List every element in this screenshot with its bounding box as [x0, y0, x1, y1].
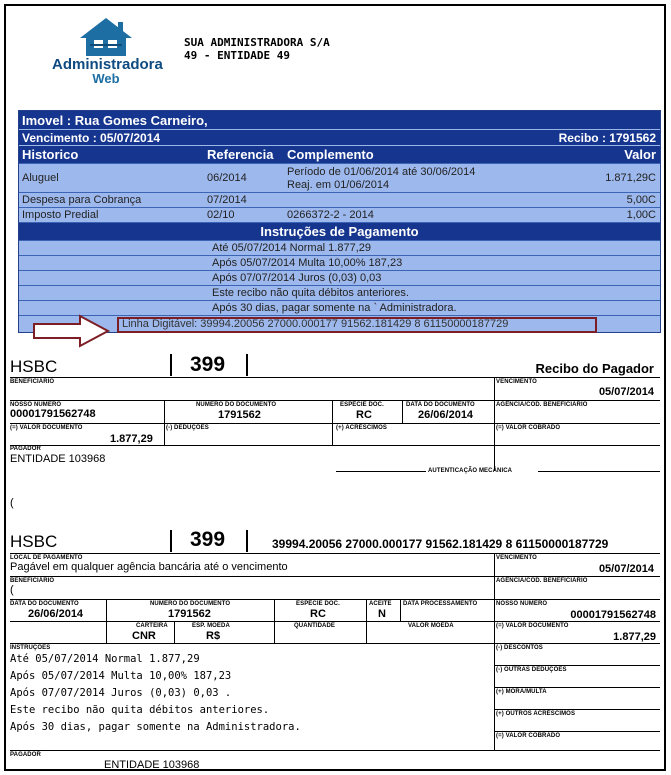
instrucao-line: Após 30 dias, pagar somente na ` Administradora. — [19, 300, 660, 315]
instrucoes-label: INSTRUÇÕES — [10, 645, 51, 651]
divider — [174, 621, 175, 643]
table-row — [19, 163, 660, 192]
logo-line2: Web — [92, 71, 120, 86]
especie-doc-label: ESPÉCIE DOC. — [296, 601, 340, 607]
recibo-title: Recibo do Pagador — [535, 361, 654, 376]
imovel-row — [19, 111, 660, 130]
vencimento-label: Vencimento : 05/07/2014 — [22, 131, 161, 145]
divider — [10, 621, 660, 622]
valor-cobrado-label: (=) VALOR COBRADO — [496, 733, 561, 739]
vencimento-label: VENCIMENTO — [496, 379, 537, 385]
item-valor: 5,00C — [626, 194, 656, 206]
item-valor: 1,00C — [626, 209, 656, 221]
divider — [402, 400, 403, 423]
agencia-label: AGÊNCIA/CÓD. BENEFICIÁRIO — [496, 402, 588, 408]
pagador-label: PAGADOR — [10, 752, 41, 758]
instrucao-line: Até 05/07/2014 Normal 1.877,29 — [19, 240, 660, 255]
company-name: SUA ADMINISTRADORA S/A — [184, 36, 330, 49]
divider — [10, 377, 660, 378]
instrucao-line: Após 07/07/2014 Juros (0,03) 0,03 . — [10, 687, 232, 699]
divider — [366, 599, 367, 621]
vencimento-label: VENCIMENTO — [496, 555, 537, 561]
item-historico: Imposto Predial — [22, 209, 99, 221]
data-processamento-label: DATA PROCESSAMENTO — [403, 601, 478, 607]
especie-moeda-label: ESP. MOEDA — [192, 623, 230, 629]
nosso-numero-label: NOSSO NÚMERO — [10, 402, 62, 408]
item-historico: Despesa para Cobrança — [22, 194, 142, 206]
item-referencia: 06/2014 — [207, 172, 247, 184]
valor-documento-label: (=) VALOR DOCUMENTO — [496, 623, 569, 629]
header-valor: Valor — [624, 147, 656, 162]
valor-cobrado-label: (=) VALOR COBRADO — [496, 425, 561, 431]
recibo-marker: ( — [10, 497, 14, 509]
divider — [332, 423, 333, 445]
data-documento-value: 26/06/2014 — [28, 608, 84, 620]
aceite-value: N — [378, 608, 386, 620]
divider — [164, 423, 165, 445]
valor-documento-value: 1.877,29 — [110, 433, 153, 445]
divider — [246, 530, 248, 552]
nosso-numero-value: 00001791562748 — [10, 408, 96, 420]
divider — [10, 553, 660, 554]
company-info — [184, 36, 330, 62]
nosso-numero-value: 00001791562748 — [570, 609, 656, 621]
pagador-value: ENTIDADE 103968 — [10, 453, 106, 465]
acrescimos-label: (+) ACRÉSCIMOS — [336, 425, 388, 431]
bank-code: 399 — [190, 353, 226, 376]
item-complemento: 0266372-2 - 2014 — [287, 209, 374, 221]
linha-digitavel: 39994.20056 27000.000177 91562.181429 8 61150000187729 — [272, 537, 609, 551]
document-frame — [4, 4, 666, 771]
descontos-label: (-) DESCONTOS — [496, 645, 543, 651]
divider — [170, 530, 172, 552]
divider — [246, 354, 248, 376]
divider — [366, 621, 367, 643]
item-historico: Aluguel — [22, 172, 59, 184]
divider — [494, 731, 660, 732]
item-valor: 1.871,29C — [605, 172, 656, 184]
divider — [400, 599, 401, 621]
divider — [10, 599, 660, 600]
instrucao-line: Após 07/07/2014 Juros (0,03) 0,03 — [19, 270, 660, 285]
divider — [10, 750, 660, 751]
numero-documento-label: NÚMERO DO DOCUMENTO — [196, 402, 277, 408]
numero-documento-value: 1791562 — [218, 409, 261, 421]
bank-name: HSBC — [10, 532, 58, 551]
local-pagamento-label: LOCAL DE PAGAMENTO — [10, 555, 83, 561]
data-documento-value: 26/06/2014 — [418, 409, 474, 421]
divider — [332, 400, 333, 423]
agencia-label: AGÊNCIA/CÓD. BENEFICIÁRIO — [496, 578, 588, 584]
summary-table — [18, 110, 661, 333]
item-complemento-2: Reaj. em 01/06/2014 — [287, 179, 390, 191]
summary-header-row — [19, 146, 660, 163]
vencimento-value: 05/07/2014 — [598, 563, 654, 575]
divider — [10, 423, 660, 424]
instrucao-line: Após 05/07/2014 Multa 10,00% 187,23 — [10, 670, 232, 682]
beneficiario-label: BENEFICIÁRIO — [10, 379, 55, 385]
divider — [10, 576, 660, 577]
arrow-right-icon — [32, 314, 112, 348]
valor-documento-label: (=) VALOR DOCUMENTO — [10, 425, 83, 431]
especie-doc-value: RC — [356, 409, 372, 421]
numero-documento-label: NÚMERO DO DOCUMENTO — [150, 601, 231, 607]
logo-line1: Administradora — [52, 56, 163, 73]
divider — [10, 400, 660, 401]
instrucao-line: Este recibo não quita débitos anteriores. — [19, 285, 660, 300]
divider — [538, 471, 660, 472]
valor-documento-value: 1.877,29 — [613, 631, 656, 643]
table-row — [19, 192, 660, 207]
recibo-label: Recibo : 1791562 — [558, 131, 656, 145]
divider — [10, 643, 660, 644]
carteira-label: CARTEIRA — [136, 623, 168, 629]
header-complemento: Complemento — [287, 147, 374, 162]
aceite-label: ACEITE — [369, 601, 392, 607]
especie-doc-label: ESPÉCIE DOC. — [340, 402, 384, 408]
linha-digitavel-row — [19, 315, 660, 332]
company-logo — [50, 16, 162, 84]
carteira-value: CNR — [132, 630, 156, 642]
outras-deducoes-label: (-) OUTRAS DEDUÇÕES — [496, 667, 567, 673]
data-documento-label: DATA DO DOCUMENTO — [10, 601, 79, 607]
linha-digitavel-highlight — [117, 317, 597, 333]
beneficiario-value: ( — [10, 584, 14, 596]
ficha-compensacao — [6, 528, 664, 771]
instrucao-line: Após 05/07/2014 Multa 10,00% 187,23 — [19, 255, 660, 270]
recibo-pagador — [6, 352, 664, 522]
deducoes-label: (-) DEDUÇÕES — [166, 425, 209, 431]
company-entity: 49 - ENTIDADE 49 — [184, 49, 290, 62]
item-referencia: 07/2014 — [207, 194, 247, 206]
item-complemento: Período de 01/06/2014 até 30/06/2014 — [287, 166, 476, 178]
local-pagamento-value: Pagável em qualquer agência bancária até o vencimento — [10, 561, 288, 573]
imovel-label: Imovel : Rua Gomes Carneiro, — [22, 113, 208, 128]
nosso-numero-label: NOSSO NÚMERO — [496, 601, 548, 607]
autenticacao-label: AUTENTICAÇÃO MECÂNICA — [428, 468, 513, 474]
linha-digitavel: Linha Digitável: 39994.20056 27000.000177 91562.181429 8 61150000187729 — [122, 318, 509, 330]
divider — [494, 665, 660, 666]
vencimento-row — [19, 130, 660, 146]
valor-moeda-label: VALOR MOEDA — [408, 623, 454, 629]
bank-code: 399 — [190, 528, 226, 551]
divider — [164, 400, 165, 423]
quantidade-label: QUANTIDADE — [294, 623, 335, 629]
pagador-value: ENTIDADE 103968 — [104, 759, 200, 771]
divider — [170, 354, 172, 376]
divider — [494, 711, 495, 751]
instrucao-line: Após 30 dias, pagar somente na Administradora. — [10, 721, 301, 733]
instrucao-line: Até 05/07/2014 Normal 1.877,29 — [10, 653, 200, 665]
beneficiario-label: BENEFICIÁRIO — [10, 578, 55, 584]
divider — [494, 377, 495, 471]
item-referencia: 02/10 — [207, 209, 235, 221]
header-historico: Historico — [22, 147, 79, 162]
numero-documento-value: 1791562 — [168, 608, 211, 620]
table-row — [19, 207, 660, 222]
data-documento-label: DATA DO DOCUMENTO — [406, 402, 475, 408]
divider — [494, 687, 660, 688]
bank-name: HSBC — [10, 357, 58, 376]
divider — [336, 471, 426, 472]
instrucoes-title: Instruções de Pagamento — [19, 222, 660, 240]
outros-acrescimos-label: (+) OUTROS ACRÉSCIMOS — [496, 711, 576, 717]
instrucao-line: Este recibo não quita débitos anteriores. — [10, 704, 270, 716]
pagador-label: PAGADOR — [10, 446, 41, 452]
mora-multa-label: (+) MORA/MULTA — [496, 689, 547, 695]
especie-moeda-value: R$ — [206, 630, 221, 642]
divider — [494, 709, 660, 710]
header-referencia: Referencia — [207, 147, 274, 162]
especie-doc-value: RC — [310, 608, 326, 620]
divider — [10, 445, 660, 446]
vencimento-value: 05/07/2014 — [598, 386, 654, 398]
